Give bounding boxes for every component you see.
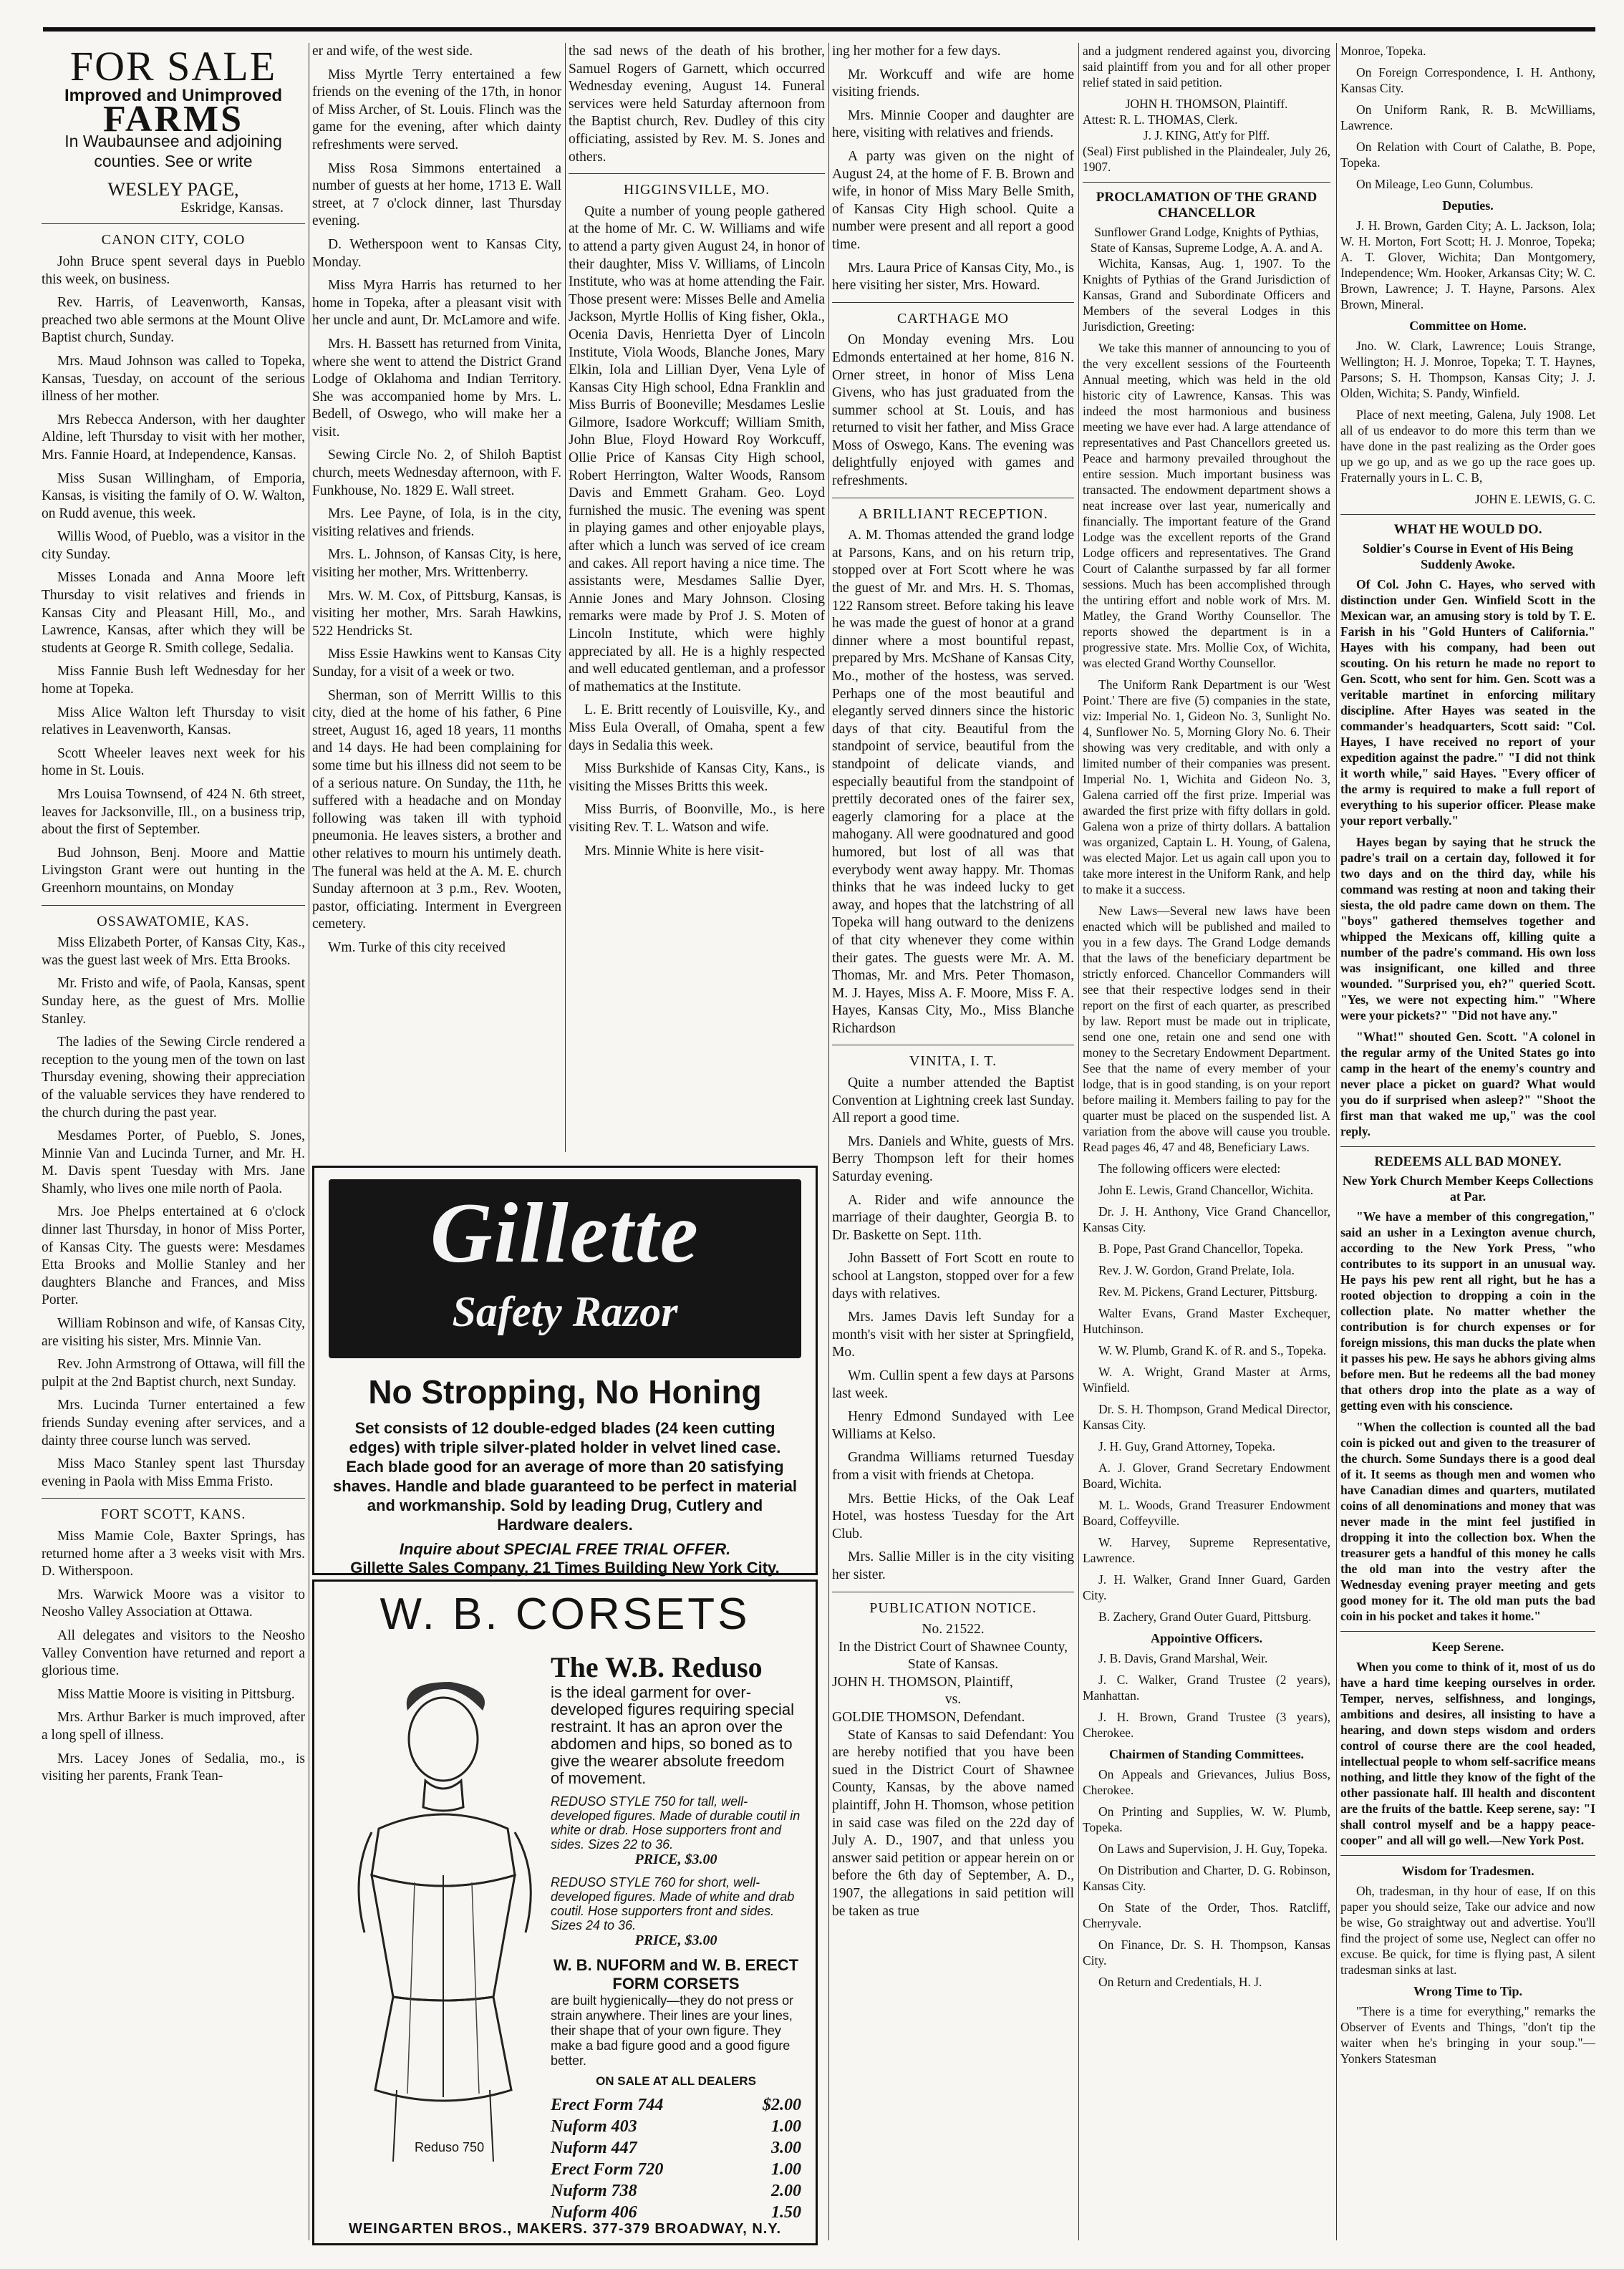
reception-items bbox=[832, 527, 1074, 1037]
paragraph: Sewing Circle No. 2, of Shiloh Baptist church, meets Wednesday afternoon, with F. Funkhouse, No. 1829 E. Wall street. bbox=[312, 447, 561, 498]
for-sale-place: Eskridge, Kansas. bbox=[180, 199, 284, 216]
divider bbox=[1340, 514, 1595, 515]
notice-number: No. 21522. bbox=[922, 1622, 985, 1637]
tip-text: "There is a time for everything," remarks the Observer of Events and Things, "don't tip the waiter when he's bringing in your soup."—Yonkers Statesman bbox=[1340, 2004, 1595, 2066]
paragraph: Miss Elizabeth Porter, of Kansas City, Kas., was the guest last week of Mrs. Etta Brooks. bbox=[42, 935, 305, 968]
section-heading: VINITA, I. T. bbox=[909, 1053, 997, 1070]
paragraph: We take this manner of announcing to you of the very excellent sessions of the Fourteenth Annual meeting, which was held in the old historic city of Lawrence, Kansas. This was indeed the most harmonious and business meeting we have ever had. A large attendance of representatives and Past Chancellors greeted us. Peace and harmony prevailed throughout the entire session. Much important business was transacted. The endowment department shows a neat increase over last year, numerically and financially. The important feature of the Grand Lodge was the excellent reports of the Grand Lodge officers and representatives. The Grand Court of Calanthe surpassed by far all former sessions. Much has been accomplished through the untiring effort and noble work of Mrs. M. Matley, the Grand Worthy Counsellor. The reports showed the department is in a progressive state. Mrs. Mollie Cox, of Wichita, was elected Grand Worthy Counsellor. bbox=[1083, 341, 1330, 670]
column-6 bbox=[1340, 43, 1595, 2240]
paragraph: the sad news of the death of his brother, Samuel Rogers of Garnett, which occurred Wednesday evening, August 14. Funeral services were held Saturday afternoon from the Baptist church, Rev. Dudley of this city officiating, assisted by Rev. M. S. Jones and others. bbox=[569, 44, 825, 165]
paragraph: Miss Maco Stanley spent last Thursday evening in Paola with Miss Emma Fristo. bbox=[42, 1456, 305, 1489]
paragraph: John Bruce spent several days in Pueblo this week, on business. bbox=[42, 253, 305, 287]
paragraph: ing her mother for a few days. bbox=[832, 44, 1001, 59]
wb-title: W. B. CORSETS bbox=[380, 1590, 750, 1639]
paragraph: W. A. Wright, Grand Master at Arms, Winfield. bbox=[1083, 1365, 1330, 1395]
section-subheading: Keep Serene. bbox=[1431, 1640, 1504, 1654]
divider bbox=[42, 1498, 305, 1499]
paragraph: The ladies of the Sewing Circle rendered a reception to the young men of the town on last Thursday evening, showing their appreciation of the valuable services they have rendered to the church during the past year. bbox=[42, 1035, 305, 1121]
paragraph: Mrs. Lucinda Turner entertained a few friends Sunday evening after services, and a dainty three course lunch was served. bbox=[42, 1398, 305, 1448]
wb-corsets-ad bbox=[312, 1579, 818, 2245]
paragraph: Mesdames Porter, of Pueblo, S. Jones, Minnie Van and Lucinda Turner, and Mr. H. M. Davis spent Tuesday with Mrs. Jane Shamly, who lives one mile north of Paola. bbox=[42, 1128, 305, 1196]
paragraph: All delegates and visitors to the Neosho Valley Convention have returned and report a glorious time. bbox=[42, 1627, 305, 1679]
gillette-body: Set consists of 12 double-edged blades (24 keen cutting edges) with triple silver-plated holder in velvet lined case. Each blade good for an average of more than 20 satisfying shaves. Handle and blade guaranteed to be perfect in material and workmanship. Sold by leading Drug, Cutlery and Hardware dealers. bbox=[333, 1419, 797, 1534]
paragraph: A. M. Thomas attended the grand lodge at Parsons, Kans, and on his return trip, stopped over at Fort Scott where he was the guest of Mr. and Mrs. H. S. Thomas, 122 Ransom street. Before taking his leave he was made the guest of honor at a grand dinner where a most bountiful repast, prepared by Mrs. McShane of Kansas City, Mo., mother of the hostess, was served. Perhaps one of the most beautiful and elegantly served dinners since the historic days of that city. Beautiful from the standpoint of service, beautiful from the standpoint of delicate viands, and especially beautiful from the standpoint of prettily decorated ones of the fairer sex, eagerly clamoring for a place at the mahogany. All were goodnatured and good humored, but lost of all was that everybody went away happy. Mr. Thomas thinks that he was indeed lucky to get away, and hopes that the latchstring of all Topeka will hang outward to the denizens of that city whenever they come within their gates. The guests were Mr. A. M. Thomas, Mr. and Mrs. Peter Thomason, M. J. Hayes, Miss A. F. Moore, Miss F. A. Hayes, Kansas City, Mo., Miss Blanche Richardson bbox=[832, 528, 1074, 1036]
wb-price-750: PRICE, $3.00 bbox=[634, 1852, 717, 1867]
deputies-text: J. H. Brown, Garden City; A. L. Jackson, Iola; W. H. Morton, Fort Scott; H. J. Monroe, Topeka; A. T. Glover, Wichita; Dan Montgomery, Independence; Wm. Hooker, Arkansas City; W. C. Brown, Lawrence; J. T. Hayne, Parsons. Alex Brown, Mineral. bbox=[1340, 218, 1595, 311]
wb-reduso-title: The W.B. Reduso bbox=[551, 1651, 763, 1683]
paragraph: Miss Essie Hawkins went to Kansas City Sunday, for a visit of a week or two. bbox=[312, 647, 561, 679]
paragraph: On State of the Order, Thos. Ratcliff, Cherryvale. bbox=[1083, 1900, 1330, 1930]
paragraph: Quite a number attended the Baptist Convention at Lightning creek last Sunday. All report a good time. bbox=[832, 1075, 1074, 1126]
gillette-headline: No Stropping, No Honing bbox=[368, 1373, 762, 1411]
paragraph: John E. Lewis, Grand Chancellor, Wichita. bbox=[1098, 1183, 1314, 1197]
paragraph: Hayes began by saying that he struck the padre's trail on a certain day, followed it for two days and on the third day, while his command was resting at noon and taking their siesta, the old padre came down on them. The "boys" gathered themselves together and whipped the Mexicans off, killing quite a number of the padre's command. His own loss was insignificant, one killed and three wounded. "Surprised you, eh?" queried Scott. "Yes, we were not expecting him." "Where were your pickets?" "Did not have any." bbox=[1340, 835, 1595, 1022]
vinita-items bbox=[832, 1075, 1074, 1584]
paragraph: A. J. Glover, Grand Secretary Endowment Board, Wichita. bbox=[1083, 1461, 1330, 1491]
paragraph: A. Rider and wife announce the marriage of their daughter, Georgia B. to Dr. Baskette on Sept. 11th. bbox=[832, 1192, 1074, 1243]
section-heading: OSSAWATOMIE, KAS. bbox=[97, 913, 250, 929]
column-1 bbox=[42, 43, 305, 1791]
notice-attorney: J. J. KING, Att'y for Plff. bbox=[1143, 128, 1270, 142]
paragraph: B. Pope, Past Grand Chancellor, Topeka. bbox=[1098, 1242, 1303, 1256]
wb-copy bbox=[551, 1650, 801, 2223]
for-sale-subtitle: Improved and Unimproved bbox=[64, 86, 283, 105]
paragraph: Miss Rosa Simmons entertained a number of guests at her home, 1713 E. Wall street, at 7 o'clock dinner, last Thursday evening. bbox=[312, 160, 561, 229]
notice-signature: JOHN H. THOMSON, Plaintiff. bbox=[1125, 97, 1288, 111]
carthage-items bbox=[832, 332, 1074, 490]
paragraph: On Uniform Rank, R. B. McWilliams, Lawrence. bbox=[1340, 102, 1595, 132]
notice-attest: Attest: R. L. THOMAS, Clerk. bbox=[1083, 112, 1238, 127]
paragraph: Rev. J. W. Gordon, Grand Prelate, Iola. bbox=[1098, 1263, 1295, 1277]
paragraph: Miss Fannie Bush left Wednesday for her home at Topeka. bbox=[42, 664, 305, 697]
section-heading: PUBLICATION NOTICE. bbox=[869, 1600, 1037, 1616]
paragraph: Mr. Workcuff and wife are home visiting friends. bbox=[832, 67, 1074, 100]
keep-serene-text: When you come to think of it, most of us do have a hard time keeping ourselves in order. Temper, nerves, selfishness, and longings, ambitions and desires, all insisting to have a hearing, and down steps wisdom and orders control of course there are the cool headed, intellectual people to whom self-sacrifice means nothing, and little they know of the fight of the other passionate half. Ill health and discontent are the fruits of the battle. Keep serene, say: "I shall control myself and be a happy peace-cooper" and all will go well.—New York Post. bbox=[1340, 1660, 1595, 1847]
paragraph: Rev. M. Pickens, Grand Lecturer, Pittsburg. bbox=[1098, 1285, 1318, 1299]
section-heading: PROCLAMATION OF THE GRAND CHANCELLOR bbox=[1096, 190, 1318, 221]
section-heading: HIGGINSVILLE, MO. bbox=[623, 182, 770, 198]
what-he-would-do-items bbox=[1340, 576, 1595, 1139]
for-sale-farms: FARMS bbox=[102, 98, 243, 140]
divider bbox=[42, 905, 305, 906]
paragraph: On Mileage, Leo Gunn, Columbus. bbox=[1356, 177, 1534, 191]
paragraph: Henry Edmond Sundayed with Lee Williams at Kelso. bbox=[832, 1409, 1074, 1442]
section-subheading: New York Church Member Keeps Collections at Par. bbox=[1342, 1174, 1594, 1204]
paragraph: M. L. Woods, Grand Treasurer Endowment Board, Coffeyville. bbox=[1083, 1498, 1330, 1528]
paragraph: Mr. Fristo and wife, of Paola, Kansas, spent Sunday here, as the guest of Mrs. Mollie Stanley. bbox=[42, 976, 305, 1027]
gillette-brand: Gillette bbox=[430, 1185, 700, 1280]
paragraph: Mrs Louisa Townsend, of 424 N. 6th street, leaves for Jacksonville, Ill., on a business trip, about the first of September. bbox=[42, 787, 305, 838]
paragraph: Mrs. Minnie White is here visit- bbox=[584, 843, 764, 858]
notice-vs: vs. bbox=[944, 1692, 962, 1708]
paragraph: J. H. Guy, Grand Attorney, Topeka. bbox=[1098, 1439, 1275, 1453]
divider bbox=[42, 223, 305, 224]
paragraph: Miss Burkshide of Kansas City, Kans., is visiting the Misses Britts this week. bbox=[569, 761, 825, 794]
wb-price-row: Erect Form 744 $2.00 bbox=[551, 2096, 801, 2114]
paragraph: On Return and Credentials, H. J. bbox=[1098, 1975, 1262, 1989]
wb-price-row: Nuform 447 3.00 bbox=[551, 2139, 801, 2157]
wb-price-row: Nuform 403 1.00 bbox=[551, 2117, 801, 2136]
wb-price-760: PRICE, $3.00 bbox=[634, 1932, 717, 1948]
paragraph: Scott Wheeler leaves next week for his home in St. Louis. bbox=[42, 745, 305, 779]
paragraph: Mrs. Arthur Barker is much improved, after a long spell of illness. bbox=[42, 1710, 305, 1743]
for-sale-name: WESLEY PAGE, bbox=[107, 179, 239, 200]
wb-figure-caption: Reduso 750 bbox=[415, 2140, 485, 2154]
paragraph: J. B. Davis, Grand Marshal, Weir. bbox=[1098, 1651, 1268, 1665]
paragraph: W. W. Plumb, Grand K. of R. and S., Topeka. bbox=[1098, 1343, 1327, 1358]
wb-price-row: Erect Form 720 1.00 bbox=[551, 2160, 801, 2179]
section-subheading: Chairmen of Standing Committees. bbox=[1109, 1747, 1304, 1761]
paragraph: Willis Wood, of Pueblo, was a visitor in the city Sunday. bbox=[42, 529, 305, 562]
paragraph: Mrs. W. M. Cox, of Pittsburg, Kansas, is visiting her mother, Mrs. Sarah Hawkins, 522 Hendricks St. bbox=[312, 588, 561, 639]
notice-plaintiff: JOHN H. THOMSON, Plaintiff, bbox=[832, 1674, 1013, 1690]
notice-seal: (Seal) First published in the Plaindealer, July 26, 1907. bbox=[1083, 144, 1330, 174]
chairmen-items bbox=[1083, 1766, 1330, 1990]
notice-continued: and a judgment rendered against you, divorcing said plaintiff from you and for all other proper relief stated in said petition. bbox=[1083, 44, 1330, 89]
wb-nuform-desc: are built hygienically—they do not press or strain anywhere. Their lines are your lines, their shape that of your own figure. They make a bad figure good and a good figure better. bbox=[551, 1993, 794, 2068]
paragraph: B. Zachery, Grand Outer Guard, Pittsburg. bbox=[1098, 1610, 1312, 1624]
column-4 bbox=[832, 43, 1074, 2240]
paragraph: D. Wetherspoon went to Kansas City, Monday. bbox=[312, 236, 561, 270]
column-4-top bbox=[832, 43, 1074, 295]
section-subheading: Committee on Home. bbox=[1409, 319, 1527, 333]
paragraph: "When the collection is counted all the bad coin is picked out and given to the treasurer of the church. Some Sundays there is a good deal of it. It seems as though men and women who have Canadian dimes and quarters, mutilated coins of all denominations and money that was never made in the mint feel justified in dropping it into the collection box. When the treasurer gets a handful of this money he calls the old man into the vestry after the Wednesday evening prayer meeting and gets good money for it. The old man puts the bad coin in his pocket and takes it home." bbox=[1340, 1420, 1595, 1623]
paragraph: "We have a member of this congregation," said an usher in a Lexington avenue church, according to the New York Press, "who contributes to its support in an unusual way. He pays his pew rent all right, but he has a rooted objection to dropping a coin in the collection plate. No matter whether the contribution is for church expenses or for foreign missions, this man ducks the plate when it passes his pew. He says he abhors giving alms before men. But he redeems all the bad money that others drop into the plate as a way of getting even with his conscience. bbox=[1340, 1209, 1595, 1413]
proclamation-items bbox=[1083, 256, 1330, 1625]
gillette-banner bbox=[329, 1179, 801, 1358]
for-sale-body: In Waubaunsee and adjoining counties. See or write bbox=[64, 132, 282, 171]
paragraph: Mrs. Maud Johnson was called to Topeka, Kansas, Tuesday, on account of the serious illness of her mother. bbox=[42, 353, 305, 405]
paragraph: Mrs. Daniels and White, guests of Mrs. Berry Thompson left for their homes Saturday evening. bbox=[832, 1133, 1074, 1185]
paragraph: Miss Mamie Cole, Baxter Springs, has returned home after a 3 weeks visit with Mrs. D. Witherspoon. bbox=[42, 1528, 305, 1579]
notice-defendant: GOLDIE THOMSON, Defendant. bbox=[832, 1710, 1025, 1726]
paragraph: Mrs. Lee Payne, of Iola, is in the city, visiting relatives and friends. bbox=[312, 506, 561, 539]
paragraph: W. Harvey, Supreme Representative, Lawrence. bbox=[1083, 1535, 1330, 1565]
column-6-top bbox=[1340, 43, 1595, 192]
paragraph: Mrs Rebecca Anderson, with her daughter Aldine, left Thursday to visit with her mother, Mrs. Fannie Hoard, at Independence, Kansas. bbox=[42, 412, 305, 463]
section-subheading: Soldier's Course in Event of His Being Suddenly Awoke. bbox=[1362, 541, 1574, 571]
section-heading: REDEEMS ALL BAD MONEY. bbox=[1374, 1154, 1562, 1169]
committee-text: Jno. W. Clark, Lawrence; Louis Strange, Wellington; H. J. Monroe, Topeka; T. T. Haynes, Parsons; S. H. Thompson, Kansas City; J. J. Olden, Wichita; S. Pandy, Winfield. bbox=[1340, 339, 1595, 400]
paragraph: Mrs. H. Bassett has returned from Vinita, where she went to attend the District Grand Lodge of Oklahoma and Indian Territory. She was accompanied home by Mrs. L. Bedell, of Oswego, who will make her a visit. bbox=[312, 336, 561, 440]
divider bbox=[832, 302, 1074, 303]
appointive-items bbox=[1083, 1650, 1330, 1741]
proclamation-sub: Sunflower Grand Lodge, Knights of Pythias, State of Kansas, Supreme Lodge, A. A. and A. bbox=[1090, 225, 1323, 255]
paragraph: Dr. J. H. Anthony, Vice Grand Chancellor, Kansas City. bbox=[1083, 1204, 1330, 1234]
section-subheading: Wrong Time to Tip. bbox=[1413, 1984, 1523, 1998]
paragraph: Bud Johnson, Benj. Moore and Mattie Livingston Grant were out hunting in the Greenhorn mountains, on Monday bbox=[42, 845, 305, 896]
divider bbox=[1340, 1855, 1595, 1856]
paragraph: Sherman, son of Merritt Willis to this city, died at the home of his father, 6 Pine street, August 16, aged 18 years, 11 months and 14 days. He had been complaining for some time but his illness did not seem to be of a serious nature. On Sunday, the 11th, he suffered with a headache and on Monday following was taken ill with typhoid pneumonia. He leaves sisters, a brother and other relatives to mourn his untimely death. The funeral was held at the A. M. E. church Sunday afternoon at 3 p.m., Rev. Wooten, pastor, officiating. Interment in Evergreen cemetery. bbox=[312, 687, 561, 932]
paragraph: Misses Lonada and Anna Moore left Thursday to visit relatives and friends in Kansas City and Pleasant Hill, Mo., and Lawrence, Kansas, after which they will be students at George R. Smith college, Sedalia. bbox=[42, 570, 305, 656]
column-3 bbox=[569, 43, 825, 1153]
wb-footer: WEINGARTEN BROS., MAKERS. 377-379 BROADWAY, N.Y. bbox=[348, 2221, 782, 2237]
proclamation-signature: JOHN E. LEWIS, G. C. bbox=[1474, 492, 1595, 506]
section-heading: CANON CITY, COLO bbox=[101, 232, 246, 248]
gillette-company: Gillette Sales Company, 21 Times Building New York City. bbox=[350, 1559, 780, 1577]
redeems-items bbox=[1340, 1209, 1595, 1624]
wb-style-760: REDUSO STYLE 760 for short, well-developed figures. Made of white and drab coutil. Hose supporters front and sides. Sizes 24 to 36. bbox=[551, 1875, 795, 1932]
paragraph: Miss Myra Harris has returned to her home in Topeka, after a pleasant visit with her uncle and aunt, Dr. McLamore and wife. bbox=[312, 278, 561, 329]
paragraph: Rev. John Armstrong of Ottawa, will fill the pulpit at the 2nd Baptist church, next Sunday. bbox=[42, 1357, 305, 1390]
paragraph: L. E. Britt recently of Louisville, Ky., and Miss Eula Overall, of Omaha, spent a few days in Sedalia this week. bbox=[569, 702, 825, 753]
divider bbox=[1340, 1631, 1595, 1632]
fort-scott-items bbox=[42, 1528, 305, 1786]
paragraph: On Foreign Correspondence, I. H. Anthony, Kansas City. bbox=[1340, 65, 1595, 95]
column-3-top bbox=[569, 43, 825, 166]
higginsville-items bbox=[569, 203, 825, 860]
notice-court: In the District Court of Shawnee County, State of Kansas. bbox=[838, 1639, 1068, 1673]
wb-nuform-title: W. B. NUFORM and W. B. ERECT FORM CORSETS bbox=[553, 1956, 799, 1993]
corset-figure-illustration bbox=[336, 1660, 551, 2176]
paragraph: Mrs. Laura Price of Kansas City, Mo., is here visiting her sister, Mrs. Howard. bbox=[832, 260, 1074, 294]
column-rule bbox=[565, 43, 566, 1152]
paragraph: Miss Alice Walton left Thursday to visit relatives in Leavenworth, Kansas. bbox=[42, 705, 305, 738]
paragraph: A party was given on the night of August 24, at the home of F. B. Brown and wife, in honor of Miss Mary Belle Smith, of Kansas City High school. Quite a number were present and all report a good time. bbox=[832, 148, 1074, 252]
paragraph: J. H. Brown, Grand Trustee (3 years), Cherokee. bbox=[1083, 1710, 1330, 1740]
paragraph: On Monday evening Mrs. Lou Edmonds entertained at her home, 816 N. Orner street, in honor of Miss Lena Givens, who has just graduated from the summer school at St. Louis, and has returned to visit her father, and Miss Grace Moss of Oswego, Kans. The evening was delightfully enjoyed with games and refreshments. bbox=[832, 332, 1074, 489]
for-sale-ad bbox=[42, 43, 305, 216]
paragraph: Mrs. L. Johnson, of Kansas City, is here, visiting her mother, Mrs. Writtenberry. bbox=[312, 547, 561, 581]
paragraph: J. C. Walker, Grand Trustee (2 years), Manhattan. bbox=[1083, 1673, 1330, 1703]
wb-reduso-desc: is the ideal garment for over-developed figures requiring special restraint. It has an apron over the abdomen and hips, so boned as to give the wearer absolute freedom of movement. bbox=[551, 1683, 794, 1787]
paragraph: Grandma Williams returned Tuesday from a visit with friends at Chetopa. bbox=[832, 1450, 1074, 1483]
divider bbox=[1340, 1146, 1595, 1147]
paragraph: Rev. Harris, of Leavenworth, Kansas, preached two able sermons at the Mount Olive Baptist church, Sunday. bbox=[42, 295, 305, 346]
paragraph: Wm. Cullin spent a few days at Parsons last week. bbox=[832, 1368, 1074, 1401]
column-rule bbox=[828, 43, 829, 2240]
wb-style-750: REDUSO STYLE 750 for tall, well-developed figures. Made of durable coutil in white or drab. Hose supporters front and sides. Sizes 22 to 36. bbox=[551, 1794, 801, 1852]
paragraph: Mrs. Minnie Cooper and daughter are here, visiting with relatives and friends. bbox=[832, 107, 1074, 141]
paragraph: Mrs. Warwick Moore was a visitor to Neosho Valley Association at Ottawa. bbox=[42, 1587, 305, 1620]
section-subheading: Deputies. bbox=[1442, 198, 1494, 213]
paragraph: Mrs. Bettie Hicks, of the Oak Leaf Hotel, was hostess Tuesday for the Art Club. bbox=[832, 1491, 1074, 1542]
paragraph: John Bassett of Fort Scott en route to school at Langston, stopped over for a few days with relatives. bbox=[832, 1251, 1074, 1302]
paragraph: Quite a number of young people gathered at the home of Mr. C. W. Williams and wife to attend a party given August 24, in honor of their daughter, Miss V. Williams, of Lincoln Institute, who was at home attending the Fair. Those present were: Misses Belle and Amelia Jackson, Myrtle Hollis of King fisher, Okla., Ocenia Davis, Henrietta Dyer of Lincoln Institute, Viola Woods, Blanche Jones, Mary Elkin, Iola and Lillian Dyer, Vena Lyle of Kansas City High school, Edna Franklin and Miss Burris of Booneville; Mesdames Leslie Gilmore, Isadore Workcuff; William Smith, John Blue, Floyd Howard Roy Workcuff, Ollie Price of Kansas City High school, Robert Herrington, Walter Woods, Ransom Davis and Emmett Graham. Geo. Loyd furnished the music. The evening was spent in playing games and other enjoyable plays, after which a lunch was served of ice cream and cakes. All report having a nice time. The assistants were, Mesdames Sallie Dyer, Annie Jones and Mary Johnson. Closing remarks were made by Prof J. S. Moten of Lincoln Institute, which were highly appreciated by all. He is a highly respected and well educated gentleman, and a professor of mathematics at the Institute. bbox=[569, 203, 825, 695]
paragraph: Mrs. James Davis left Sunday for a month's visit with her sister at Springfield, Mo. bbox=[832, 1310, 1074, 1360]
paragraph: Miss Susan Willingham, of Emporia, Kansas, is visiting the family of O. W. Walton, on Rudd avenue, this week. bbox=[42, 470, 305, 521]
paragraph: On Distribution and Charter, D. G. Robinson, Kansas City. bbox=[1083, 1863, 1330, 1893]
paragraph: The following officers were elected: bbox=[1098, 1161, 1281, 1176]
paragraph: Mrs. Joe Phelps entertained at 6 o'clock dinner last Thursday, in honor of Miss Porter, of Kansas City. The guests were: Mesdames Etta Brooks and Mollie Stanley and her daughters Blanche and Frances, and Miss Porter. bbox=[42, 1204, 305, 1308]
for-sale-title: FOR SALE bbox=[69, 43, 277, 89]
wisdom-text: Oh, tradesman, in thy hour of ease, If on this paper you should seize, Take our advice and now be wise, Go straightway out and advertise. You'll find the project of some use, Neglect can offer no excuse. Be quick, for time is flying past, A silent tradesman sinks at last. bbox=[1340, 1884, 1595, 1977]
gillette-inquire: Inquire about SPECIAL FREE TRIAL OFFER. bbox=[399, 1540, 731, 1558]
section-subheading: Wisdom for Tradesmen. bbox=[1401, 1864, 1534, 1878]
paragraph: Mrs. Sallie Miller is in the city visiting her sister. bbox=[832, 1549, 1074, 1582]
paragraph: Dr. S. H. Thompson, Grand Medical Director, Kansas City. bbox=[1083, 1402, 1330, 1432]
paragraph: On Relation with Court of Calathe, B. Pope, Topeka. bbox=[1340, 140, 1595, 170]
paragraph: "What!" shouted Gen. Scott. "A colonel in the regular army of the United States go into camp in the heart of the enemy's country and never place a picket on guard? What would you do if surprised when asleep?" "Shoot the first man that waked me up," was the cool reply. bbox=[1340, 1030, 1595, 1138]
section-subheading: Appointive Officers. bbox=[1151, 1631, 1262, 1645]
divider bbox=[1083, 182, 1330, 183]
paragraph: Miss Myrtle Terry entertained a few friends on the evening of the 17th, in honor of Miss Archer, of St. Louis. Flinch was the game for the evening, after which dainty refreshments were served. bbox=[312, 67, 561, 153]
paragraph: On Appeals and Grievances, Julius Boss, Cherokee. bbox=[1083, 1767, 1330, 1797]
paragraph: On Finance, Dr. S. H. Thompson, Kansas City. bbox=[1083, 1937, 1330, 1968]
column-2-items bbox=[312, 43, 561, 957]
paragraph: William Robinson and wife, of Kansas City, are visiting his sister, Mrs. Minnie Van. bbox=[42, 1316, 305, 1349]
paragraph: On Printing and Supplies, W. W. Plumb, Topeka. bbox=[1083, 1804, 1330, 1834]
paragraph: Miss Mattie Moore is visiting in Pittsburg. bbox=[57, 1686, 295, 1702]
wb-price-list bbox=[551, 2094, 801, 2223]
paragraph: er and wife, of the west side. bbox=[312, 44, 473, 59]
next-meeting-text: Place of next meeting, Galena, July 1908. Let all of us endeavor to do more this term than we have done in the past realizing as the Order goes up we go up, and as we go up the race goes up. Fraternally yours in L. C. B, bbox=[1340, 407, 1595, 485]
paragraph: Of Col. John C. Hayes, who served with distinction under Gen. Winfield Scott in the Mexican war, an amusing story is told by T. E. Farish in his "Gold Hunters of California." Hayes with his company, had been out scouting. On his return he made no report to Gen. Scott, who sent for him. Gen. Scott was a veritable martinet in enforcing military discipline. After Hayes was seated in the commander's headquarters, Scott said: "Col. Hayes, I have received no report of your expedition against the padre." "I did not think it worth while," said Hayes. "Every officer of the army is required to make a full report of everything to his superior officer. Please make your report verbally." bbox=[1340, 577, 1595, 828]
notice-body: State of Kansas to said Defendant: You are hereby notified that you have been sued in the District Court of Shawnee County, Kansas, by the above named plaintiff, John H. Thomson, whose petition in said case was filed on the 22d day of July A. D., 1907, and that unless you answer said petition or appear herein on or before the 6th day of September, A. D., 1907, the allegations in said petition will be taken as true bbox=[832, 1727, 1074, 1919]
ossawatomie-items bbox=[42, 934, 305, 1491]
top-rule bbox=[43, 27, 1595, 32]
section-heading: A BRILLIANT RECEPTION. bbox=[858, 505, 1048, 522]
wb-price-row: Nuform 406 1.50 bbox=[551, 2203, 801, 2222]
section-heading: CARTHAGE MO bbox=[897, 310, 1009, 326]
wb-on-sale: ON SALE AT ALL DEALERS bbox=[596, 2074, 756, 2088]
column-rule bbox=[1336, 43, 1337, 2240]
column-2 bbox=[312, 43, 561, 1153]
column-5 bbox=[1083, 43, 1330, 2240]
section-heading: WHAT HE WOULD DO. bbox=[1393, 522, 1542, 537]
gillette-ad bbox=[312, 1166, 818, 1575]
wb-price-row: Nuform 738 2.00 bbox=[551, 2182, 801, 2200]
paragraph: Monroe, Topeka. bbox=[1340, 44, 1426, 58]
canon-city-items bbox=[42, 253, 305, 898]
column-rule bbox=[1078, 43, 1079, 2240]
gillette-subbrand: Safety Razor bbox=[452, 1288, 678, 1335]
paragraph: Walter Evans, Grand Master Exchequer, Hutchinson. bbox=[1083, 1306, 1330, 1336]
paragraph: Miss Burris, of Boonville, Mo., is here visiting Rev. T. L. Watson and wife. bbox=[569, 802, 825, 835]
paragraph: Wichita, Kansas, Aug. 1, 1907. To the Knights of Pythias of the Grand Jurisdiction of Kansas, Grand and Subordinate Officers and Members of the several Lodges in this Jurisdiction, Greeting: bbox=[1083, 256, 1330, 334]
paragraph: New Laws—Several new laws have been enacted which will be published and mailed to you in a few days. The Grand Lodge demands that the laws of the beneficiary department be strictly enforced. Chancellor Commanders will see that their respective lodges send in their report on the first of each quarter, as prescribed by law. Report must be made out in triplicate, send one one, retain one and send one with money to the Secretary Endowment Department. See that the name of every member of your lodge, that is in good standing, is on your report before mailing it. Members failing to pay for the quarter must be placed on the suspended list. A variation from the above will cause you trouble. Read pages 46, 47 and 48, Beneficiary Laws. bbox=[1083, 904, 1330, 1154]
paragraph: J. H. Walker, Grand Inner Guard, Garden City. bbox=[1083, 1572, 1330, 1602]
paragraph: The Uniform Rank Department is our 'West Point.' There are five (5) companies in the state, viz: Imperial No. 1, Gideon No. 3, Sunlight No. 4, Sunflower No. 5, Morning Glory No. 6. Their showing was very creditable, and with only a limited number of their companies was present. Imperial No. 1, Wichita and Gideon No. 3, Galena carried off the first prize. Imperial was awarded the first prize with fifty dollars in gold. Galena won a prize of thirty dollars. A battalion was organized, Captain L. H. Young, of Galena, was elected Major. Let us again call upon you to take more interest in the Uniform Rank, and help to make it a success. bbox=[1083, 677, 1330, 896]
section-heading: FORT SCOTT, KANS. bbox=[100, 1506, 246, 1523]
paragraph: On Laws and Supervision, J. H. Guy, Topeka. bbox=[1098, 1842, 1328, 1856]
paragraph: Mrs. Lacey Jones of Sedalia, mo., is visiting her parents, Frank Tean- bbox=[42, 1751, 305, 1784]
divider bbox=[569, 173, 825, 174]
paragraph: Wm. Turke of this city received bbox=[328, 939, 506, 955]
